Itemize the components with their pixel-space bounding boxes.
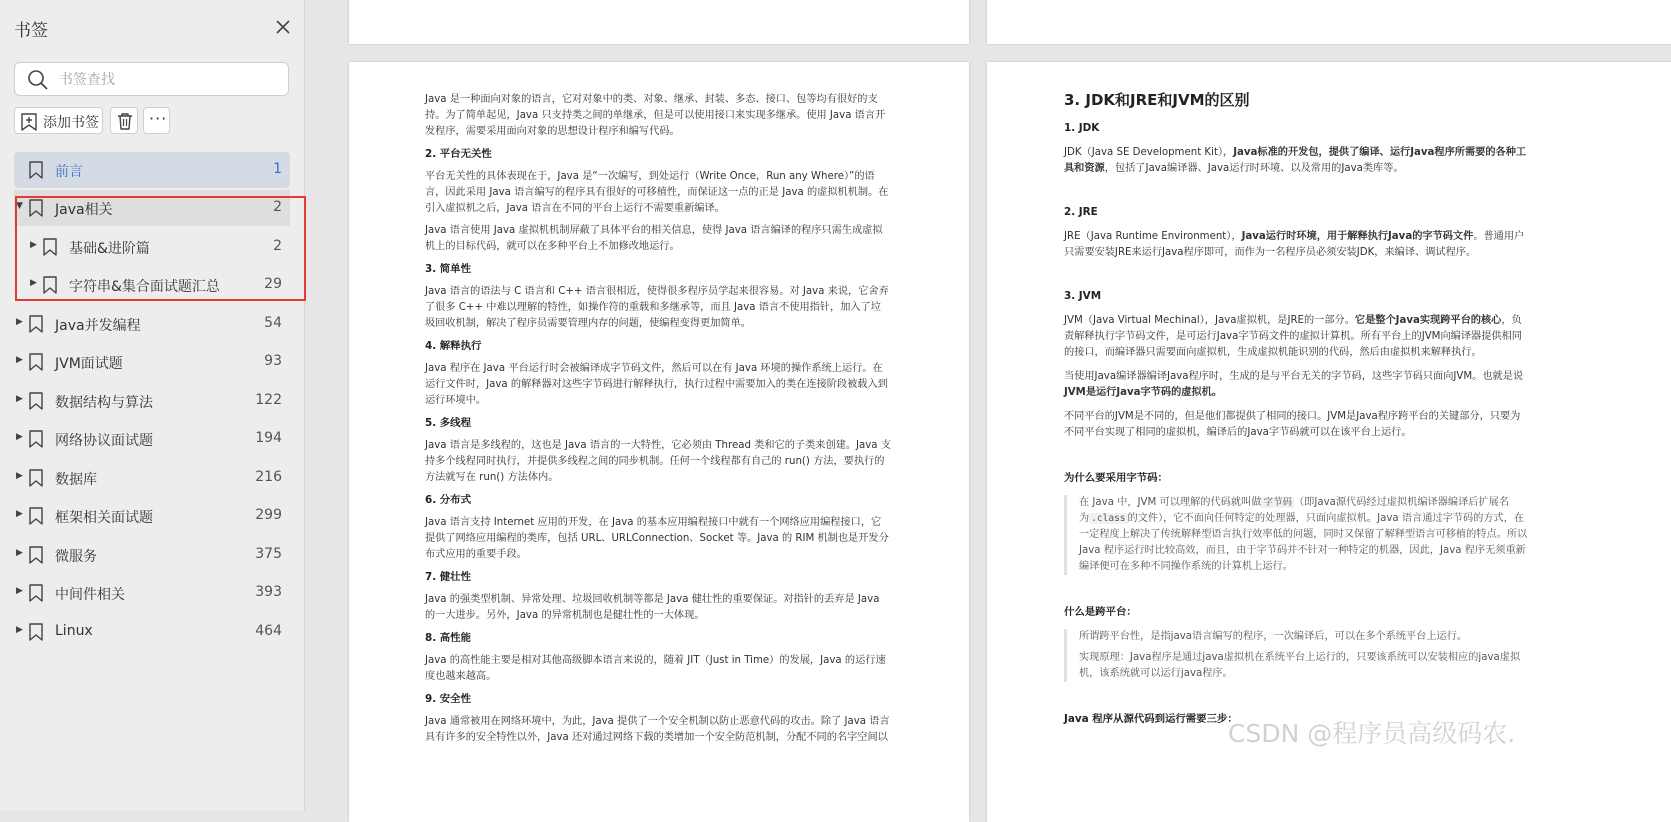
expand-arrow-icon[interactable]: ▶	[16, 471, 23, 481]
bookmark-icon	[26, 198, 46, 222]
expand-arrow-icon[interactable]: ▶	[16, 548, 23, 558]
bookmark-label: 数据库	[55, 472, 97, 488]
section-heading: 2. 平台无关性	[425, 148, 492, 160]
paragraph: 不同平台的JVM是不同的，但是他们都提供了相同的接口。JVM是Java程序跨平台的关键部分，只要为不同平台实现了相同的虚拟机，编译后的Java字节码就可以在该平台上运行。	[1064, 411, 1521, 438]
bookmark-label: Linux	[55, 623, 93, 639]
paragraph: Java 是一种面向对象的语言，它对对象中的类、对象、继承、封装、多态、接口、包等均有很好的支持。为了简单起见，Java 只支持类之间的单继承，但是可以使用接口来实现多继承。使用 Java 语言开发程序，需要采用面向对象的思想设计程序和编写代码。	[425, 94, 886, 137]
expand-arrow-icon[interactable]: ▶	[16, 394, 23, 404]
bookmark-label: JVM面试题	[55, 356, 123, 372]
bookmark-icon	[26, 506, 46, 530]
expand-arrow-icon[interactable]: ▶	[30, 278, 37, 288]
expand-arrow-icon[interactable]: ▶	[16, 509, 23, 519]
bookmark-icon	[26, 583, 46, 607]
panel-title: 书签	[14, 21, 48, 41]
section-heading: Java 程序从源代码到运行需要三步：	[1064, 713, 1238, 725]
expand-arrow-icon[interactable]: ▶	[16, 317, 23, 327]
bookmark-page-number: 393	[255, 584, 282, 600]
expand-arrow-icon[interactable]: ▶	[16, 355, 23, 365]
bookmark-item[interactable]	[14, 614, 290, 650]
bookmark-page-number: 299	[255, 507, 282, 523]
add-bookmark-button[interactable]	[14, 107, 103, 134]
search-icon	[27, 69, 49, 91]
bookmark-icon	[26, 622, 46, 646]
section-heading: 2. JRE	[1064, 206, 1098, 218]
bookmark-label: 字符串&集合面试题汇总	[69, 279, 220, 295]
paragraph: Java 语言是多线程的，这也是 Java 语言的一大特性，它必须由 Thread 类和它的子类来创建。Java 支持多个线程同时执行，并提供多线程之间的同步机制。任何一个线程都有自己的 run() 方法，要执行的方法就写在 run() 方法体内。	[425, 440, 891, 483]
add-bookmark-label: 添加书签	[43, 115, 99, 131]
bookmark-label: 中间件相关	[55, 587, 125, 603]
bookmark-icon	[40, 237, 60, 261]
expand-arrow-icon[interactable]: ▶	[16, 586, 23, 596]
bookmark-icon	[26, 314, 46, 338]
section-heading: 4. 解释执行	[425, 340, 482, 352]
close-icon[interactable]	[270, 14, 296, 40]
blockquote	[1064, 629, 1529, 682]
more-icon: ···	[149, 109, 168, 128]
bookmark-panel	[0, 0, 305, 811]
paragraph: 平台无关性的具体表现在于，Java 是“一次编写，到处运行（Write Once，Run any Where）”的语言，因此采用 Java 语言编写的程序具有很好的可移植性，而保证这一点的正是 Java 的虚拟机机制。在引入虚拟机之后，Java 语言在不同的平台上运行不需要重新编译。	[425, 171, 889, 214]
section-heading: 9. 安全性	[425, 693, 471, 705]
paragraph: 当使用Java编译器编译Java程序时，生成的是与平台无关的字节码，这些字节码只面向JVM。也就是说JVM是运行Java字节码的虚拟机。	[1064, 371, 1524, 398]
expand-arrow-icon[interactable]: ▶	[16, 625, 23, 635]
paragraph: JRE（Java Runtime Environment），Java运行时环境，用于解释执行Java的字节码文件。普通用户只需要安装JRE来运行Java程序即可，而作为一名程序员必须安装JDK，来编译、调试程序。	[1064, 231, 1525, 258]
bookmark-page-number: 1	[273, 161, 282, 177]
bookmark-label: 数据结构与算法	[55, 395, 153, 411]
bookmark-item[interactable]	[14, 421, 290, 457]
trash-icon	[116, 111, 134, 131]
bookmark-page-number: 464	[255, 623, 282, 639]
page-heading: 3. JDK和JRE和JVM的区别	[1064, 91, 1250, 109]
section-heading: 6. 分布式	[425, 494, 471, 506]
bookmark-page-number: 2	[273, 199, 282, 215]
bookmark-label: 微服务	[55, 549, 97, 565]
bookmark-page-number: 93	[264, 353, 282, 369]
paragraph: Java 程序在 Java 平台运行时会被编译成字节码文件，然后可以在有 Java 环境的操作系统上运行。在运行文件时，Java 的解释器对这些字节码进行解释执行，执行过程中需要加入的类在连接阶段被载入到运行环境中。	[425, 363, 888, 406]
paragraph: JVM（Java Virtual Mechinal），Java虚拟机，是JRE的一部分。它是整个Java实现跨平台的核心，负责解释执行字节码文件，是可运行Java字节码文件的虚拟计算机。所有平台上的JVM向编译器提供相同的接口，而编译器只需要面向虚拟机，生成虚拟机能识别的代码，然后由虚拟机来解释执行。	[1064, 315, 1522, 358]
bookmark-icon	[26, 468, 46, 492]
bookmark-item[interactable]	[14, 190, 290, 226]
bookmark-label: 基础&进阶篇	[69, 241, 150, 257]
collapse-arrow-icon[interactable]: ▼	[16, 201, 23, 211]
bookmark-search-input[interactable]	[57, 69, 281, 91]
blockquote	[1064, 495, 1529, 575]
more-options-button[interactable]	[143, 107, 170, 134]
bookmark-page-number: 216	[255, 469, 282, 485]
bookmark-page-number: 2	[273, 238, 282, 254]
paragraph: JDK（Java SE Development Kit），Java标准的开发包，提供了编译、运行Java程序所需要的各种工具和资源，包括了Java编译器、Java运行时环境、以及常用的Java类库等。	[1064, 147, 1527, 174]
bookmark-page-number: 54	[264, 315, 282, 331]
bookmark-icon	[40, 275, 60, 299]
bookmark-page-number: 194	[255, 430, 282, 446]
bookmark-label: 框架相关面试题	[55, 510, 153, 526]
section-heading: 为什么要采用字节码：	[1064, 472, 1168, 484]
quote-text: 在 Java 中，JVM 可以理解的代码就叫做 字节码 （即Java源代码经过虚拟机编译器编译后扩展名为 .class 的文件），它不面向任何特定的处理器，只面向虚拟机。Java 语言通过字节码的方式，在一定程度上解决了传统解释型语言执行效率低的问题，同时又保留了解释型语言可移植的特点。所以 Java 程序运行时比较高效，而且，由于字节码并不针对一种特定的机器，因此，Java 程序无须重新编译便可在多种不同操作系统的计算机上运行。	[1079, 497, 1528, 572]
add-bookmark-icon	[19, 112, 39, 132]
quote-text: 实现原理：Java程序是通过java虚拟机在系统平台上运行的，只要该系统可以安装相应的java虚拟机，该系统就可以运行java程序。	[1079, 652, 1521, 679]
bookmark-page-number: 29	[264, 276, 282, 292]
expand-arrow-icon[interactable]: ▶	[30, 240, 37, 250]
paragraph: Java 通常被用在网络环境中，为此，Java 提供了一个安全机制以防止恶意代码的攻击。除了 Java 语言具有许多的安全特性以外，Java 还对通过网络下载的类增加一个安全防范机制，分配不同的名字空间以	[425, 716, 890, 743]
bookmark-search-box[interactable]	[14, 62, 289, 96]
expand-arrow-icon[interactable]: ▶	[16, 432, 23, 442]
bookmark-item[interactable]	[14, 537, 290, 573]
previous-page-right	[987, 0, 1671, 44]
page-right	[987, 62, 1671, 822]
bookmark-icon	[26, 160, 46, 184]
paragraph: Java 语言使用 Java 虚拟机机制屏蔽了具体平台的相关信息，使得 Java 语言编译的程序只需生成虚拟机上的目标代码，就可以在多种平台上不加修改地运行。	[425, 225, 883, 252]
section-heading: 3. 简单性	[425, 263, 471, 275]
bookmark-page-number: 122	[255, 392, 282, 408]
bookmark-item[interactable]	[14, 575, 290, 611]
section-heading: 7. 健壮性	[425, 571, 471, 583]
bookmark-item[interactable]	[14, 229, 290, 265]
section-heading: 1. JDK	[1064, 122, 1100, 134]
delete-bookmark-button[interactable]	[110, 107, 138, 134]
paragraph: Java 的强类型机制、异常处理、垃圾回收机制等都是 Java 健壮性的重要保证。对指针的丢弃是 Java 的一大进步。另外，Java 的异常机制也是健壮性的一大体现。	[425, 594, 880, 621]
previous-page-left	[349, 0, 969, 44]
bookmark-item[interactable]	[14, 498, 290, 534]
quote-text: 所谓跨平台性，是指java语言编写的程序，一次编译后，可以在多个系统平台上运行。	[1079, 631, 1468, 642]
bookmark-item[interactable]	[14, 267, 290, 303]
bookmark-icon	[26, 391, 46, 415]
section-heading: 3. JVM	[1064, 290, 1102, 302]
watermark: CSDN @程序员高级码农.	[1228, 719, 1516, 748]
bookmark-label: Java相关	[55, 202, 113, 218]
bookmark-label: Java并发编程	[55, 318, 141, 334]
bookmark-icon	[26, 352, 46, 376]
bookmark-item[interactable]	[14, 344, 290, 380]
bookmark-label: 网络协议面试题	[55, 433, 153, 449]
bookmark-page-number: 375	[255, 546, 282, 562]
paragraph: Java 语言的语法与 C 语言和 C++ 语言很相近，使得很多程序员学起来很容易。对 Java 来说，它舍弃了很多 C++ 中难以理解的特性，如操作符的重载和多继承等，而且 Java 语言不使用指针，加入了垃圾回收机制，解决了程序员需要管理内存的问题，使编程变得更加简单。	[425, 286, 889, 329]
paragraph: Java 语言支持 Internet 应用的开发，在 Java 的基本应用编程接口中就有一个网络应用编程接口，它提供了网络应用编程的类库，包括 URL、URLConnection、Socket 等。Java 的 RIM 机制也是开发分布式应用的重要手段。	[425, 517, 889, 560]
paragraph: Java 的高性能主要是相对其他高级脚本语言来说的，随着 JIT（Just in Time）的发展，Java 的运行速度也越来越高。	[425, 655, 886, 682]
bookmark-item[interactable]	[14, 460, 290, 496]
bookmark-item[interactable]	[14, 383, 290, 419]
section-heading: 5. 多线程	[425, 417, 471, 429]
bookmark-item[interactable]	[14, 306, 290, 342]
bookmark-label: 前言	[55, 164, 83, 180]
section-heading: 什么是跨平台：	[1064, 606, 1137, 618]
page-left	[349, 62, 969, 822]
bookmark-item[interactable]	[14, 152, 290, 188]
bookmark-icon	[26, 429, 46, 453]
bookmark-icon	[26, 545, 46, 569]
section-heading: 8. 高性能	[425, 632, 471, 644]
